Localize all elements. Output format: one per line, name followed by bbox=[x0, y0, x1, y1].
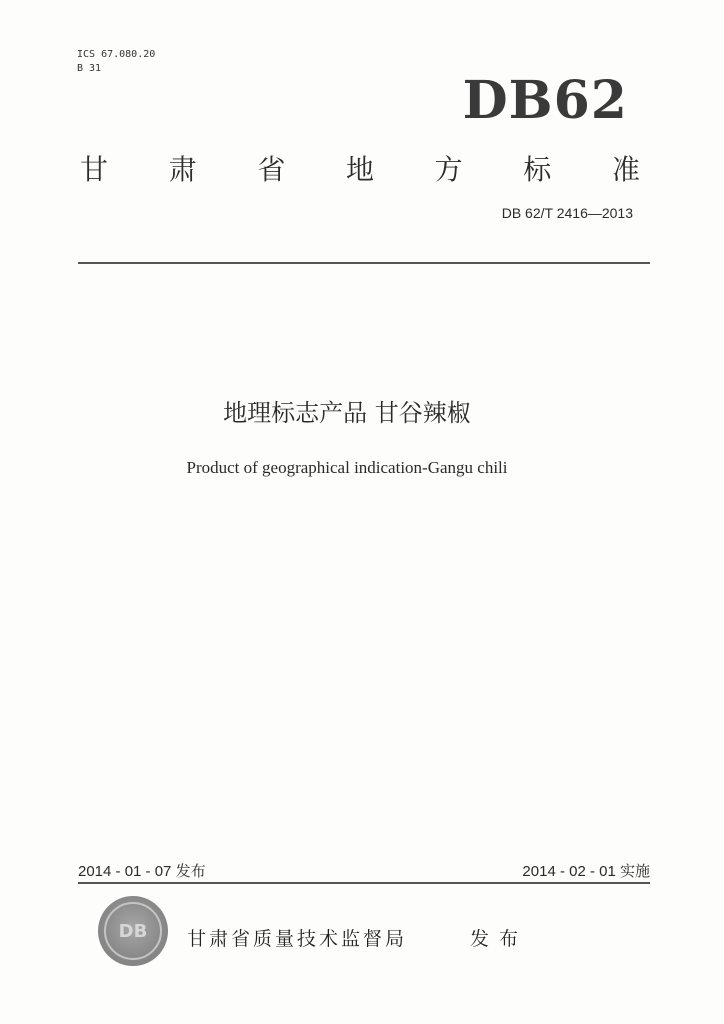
publish-date: 2014 - 01 - 07 发布 bbox=[78, 863, 206, 880]
standard-number: DB 62/T 2416—2013 bbox=[501, 205, 633, 221]
title-chinese: 地理标志产品 甘谷辣椒 bbox=[223, 399, 471, 427]
standard-type-char: 肃 bbox=[168, 153, 197, 186]
official-seal bbox=[98, 896, 168, 966]
standard-type-char: 标 bbox=[523, 153, 552, 186]
implement-date: 2014 - 02 - 01 实施 bbox=[522, 863, 650, 880]
standard-type-heading bbox=[80, 148, 640, 188]
title-english: Product of geographical indication-Gangu chili bbox=[186, 458, 508, 477]
standard-type-char: 甘 bbox=[80, 153, 109, 186]
issuer-action: 发布 bbox=[470, 928, 529, 950]
seal-text: DB bbox=[118, 920, 148, 942]
header-divider bbox=[78, 262, 650, 264]
ics-code: ICS 67.080.20 bbox=[77, 49, 156, 60]
date-row bbox=[78, 860, 650, 881]
footer-divider bbox=[78, 882, 650, 884]
ccs-code: B 31 bbox=[77, 63, 102, 74]
issuing-authority: 甘肃省质量技术监督局 bbox=[187, 928, 408, 950]
standard-type-char: 准 bbox=[611, 153, 640, 186]
classification-codes bbox=[77, 48, 155, 76]
standard-type-char: 方 bbox=[434, 153, 463, 186]
standard-logo: DB62 bbox=[462, 70, 628, 131]
standard-type-char: 地 bbox=[345, 153, 374, 186]
standard-type-char: 省 bbox=[257, 153, 286, 186]
